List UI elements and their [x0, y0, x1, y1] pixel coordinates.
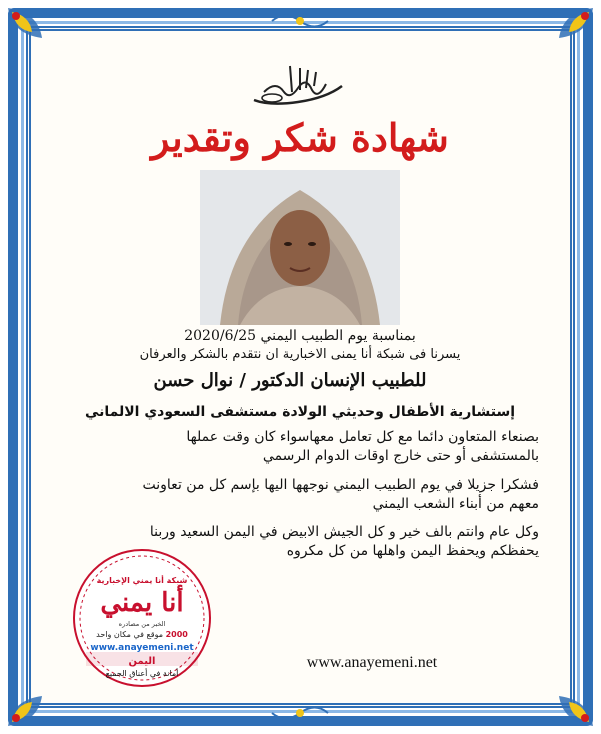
bismillah-calligraphy-icon: [250, 62, 346, 108]
occasion-line: بمناسبة يوم الطبيب اليمني 2020/6/25: [184, 328, 416, 344]
paragraph-2-line-1: فشكرا جزيلا في يوم الطبيب اليمني نوجهها اليها بإسم كل من تعاونت: [142, 477, 539, 493]
corner-ornament-icon: [2, 2, 74, 74]
ana-yemeni-logo: [72, 548, 212, 688]
logo-count-text: موقع في مكان واحد: [96, 630, 164, 639]
logo-url: www.anayemeni.net: [90, 643, 194, 653]
corner-ornament-icon: [527, 2, 599, 74]
certificate-title: شهادة شكر وتقدير: [151, 115, 449, 160]
paragraph-1-line-2: بالمستشفى أو حتى خارج اوقات الدوام الرسمي: [262, 448, 539, 464]
doctor-photo: [200, 170, 400, 325]
corner-ornament-icon: [527, 660, 599, 732]
top-ornament-icon: [270, 10, 330, 32]
paragraph-1: [79, 428, 539, 466]
website-url: www.anayemeni.net: [306, 654, 438, 671]
paragraph-3-line-2: يحفظكم ويحفظ اليمن واهلها من كل مكروه: [286, 543, 539, 559]
logo-slogan: أمانة في أعناق الجميع: [105, 669, 179, 678]
recipient-name: للطبيب الإنسان الدكتور / نوال حسن: [153, 370, 427, 391]
logo-brand: أنا يمني: [100, 588, 184, 618]
corner-ornament-icon: [2, 660, 74, 732]
logo-count: [72, 630, 212, 639]
logo-country: اليمن: [128, 656, 156, 667]
paragraph-1-line-1: بصنعاء المتعاون دائما مع كل تعامل معهاسواء كان وقت عملها: [186, 429, 539, 445]
paragraph-2: [79, 476, 539, 514]
intro-line: يسرنا فى شبكة أنا يمنى الاخبارية ان نتقدم بالشكر والعرفان: [139, 347, 461, 362]
logo-count-number: 2000: [165, 630, 188, 639]
paragraph-2-line-2: معهم من أبناء الشعب اليمني: [372, 496, 539, 512]
bottom-ornament-icon: [270, 702, 330, 724]
logo-network-label: شبكة أنا يمني الإخبارية: [96, 576, 188, 585]
logo-tagline: الخبر من مصادره: [118, 620, 166, 628]
recipient-specialty: إستشارية الأطفال وحديثي الولادة مستشفى السعودي الالماني: [84, 404, 516, 420]
paragraph-3-line-1: وكل عام وانتم بالف خير و كل الجيش الابيض في اليمن السعيد وربنا: [149, 524, 539, 540]
